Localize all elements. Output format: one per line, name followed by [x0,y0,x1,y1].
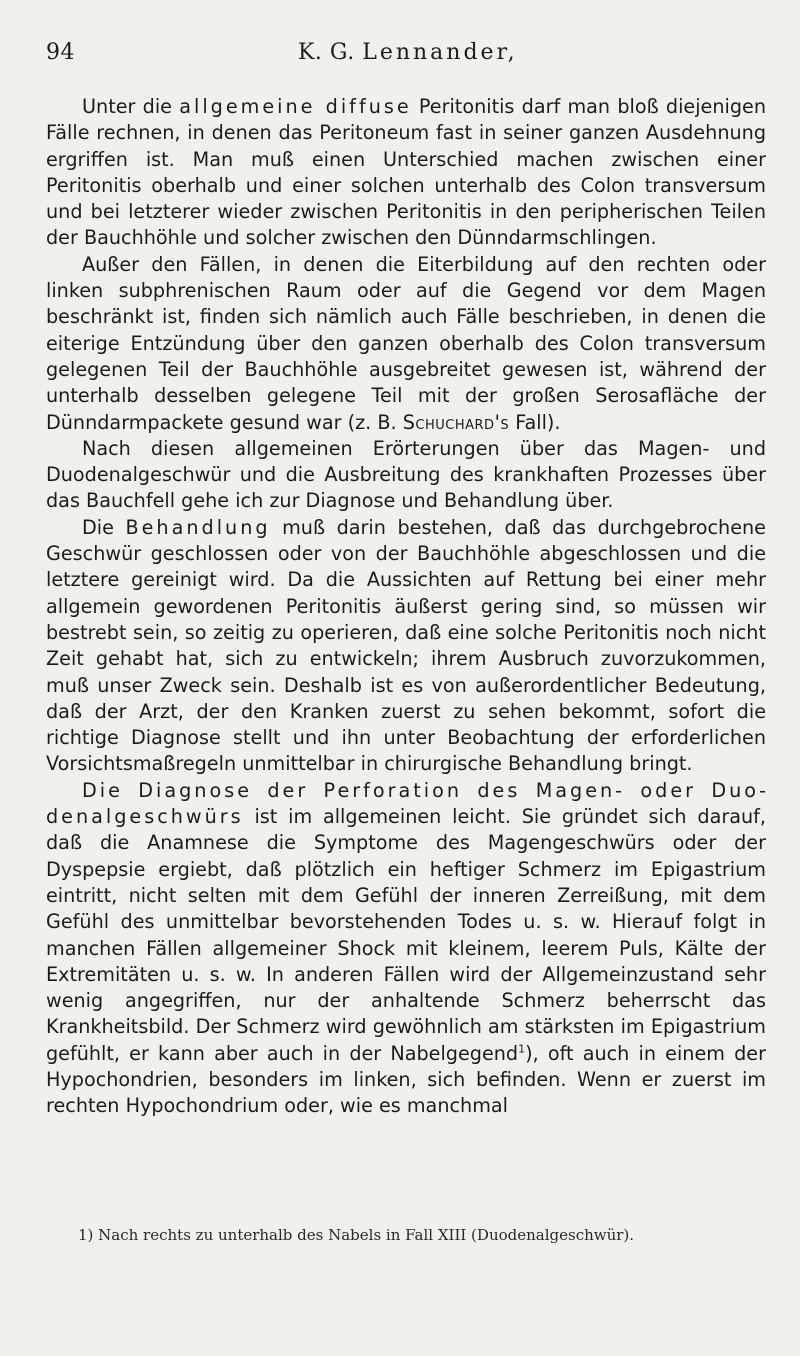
text-run: Fall). [509,410,561,434]
text-run: Peritonitis darf man bloß diejenigen Fälle rechnen, in denen das Peritoneum fast in seiner ganzen Ausdehnung ergriffen ist. Man muß einen Unterschied machen zwischen einer Peritonitis oberhalb und einer solchen unterhalb des Colon transversum und bei letzterer wieder zwischen Peritonitis in den peripherischen Teilen der Bauchhöhle und solcher zwischen den Dünndarmschlingen. [46,95,766,250]
cited-author: Schuchard's [402,410,510,434]
author-initials: K. G. [298,40,355,65]
body-text [46,94,766,1120]
running-title [298,40,518,65]
text-run: Unter die [82,95,180,118]
emphasized-term: Die Diagnose der Perforation des Magen- oder Duodenalgeschwürs [46,778,766,829]
text-run: muß darin bestehen, daß das durchgebrochene Geschwür geschlossen oder von der Bauchhöhle abgeschlossen und die letztere gereinigt wird. Da die Aussichten auf Rettung bei einer mehr allgemein gewordenen Peritonitis äußerst gering sind, so müssen wir bestrebt sein, so zeitig zu operieren, daß eine solche Peritonitis noch nicht Zeit gehabt hat, sich zu entwickeln; ihrem Ausbruch zuvorzukommen, muß unser Zweck sein. Deshalb ist es von außerordentlicher Bedeutung, daß der Arzt, der den Kranken zuerst zu sehen bekommt, sofort die richtige Diagnose stellt und ihn unter Beobachtung der erforderlichen Vorsichtsmaßregeln unmittelbar in chirurgische Behandlung bringt. [46,515,766,776]
paragraph-subphrenic-cases [46,252,766,436]
text-run: ist im allgemeinen leicht. Sie gründet sich darauf, daß die Anamnese die Symptome des Magengeschwürs oder der Dyspepsie ergiebt, daß plötzlich ein heftiger Schmerz im Epigastrium eintritt, nicht selten mit dem Gefühl der inneren Zerreißung, mit dem Gefühl des unmittelbar bevorstehenden Todes u. s. w. Hierauf folgt in manchen Fällen allgemeiner Shock mit kleinem, leerem Puls, Kälte der Extremitäten u. s. w. In anderen Fällen wird der Allgemeinzustand sehr wenig angegriffen, nur der anhaltende Schmerz beherrscht das Krankheitsbild. Der Schmerz wird gewöhnlich am stärksten im Epigastrium gefühlt, er kann aber auch in der Nabelgegend [46,805,766,1065]
paragraph-transition: Nach diesen allgemeinen Erörterungen über das Magen- und Duodenalgeschwür und die Ausbreitung des krankhaften Prozesses über das Bauchfell gehe ich zur Diagnose und Behandlung über. [46,436,766,513]
paragraph-general-diffuse-peritonitis [46,94,766,252]
running-head [46,40,766,68]
emphasized-term: Behandlung [125,515,271,539]
footnote: 1) Nach rechts zu unterhalb des Nabels in Fall XIII (Duodenalgeschwür). [78,1226,635,1244]
text-run: Die [82,515,126,539]
emphasized-term: allgemeine diffuse [179,95,412,118]
text-run: Außer den Fällen, in denen die Eiterbildung auf den rechten oder linken subphrenischen Raum oder auf die Gegend vor dem Magen beschränkt ist, finden sich nämlich auch Fälle beschrieben, in denen die eiterige Entzündung über den ganzen oberhalb des Colon transversum gelegenen Teil der Bauchhöhle ausgebreitet gewesen ist, während der unterhalb desselben gelegene Teil mit der großen Serosafläche der Dünndarmpackete gesund war (z. B. [46,252,766,434]
page-number: 94 [46,40,75,65]
author-name: Lennander, [362,40,518,65]
footnote-reference[interactable]: 1 [518,1042,526,1056]
paragraph-treatment [46,515,766,778]
paragraph-diagnosis [46,778,766,1120]
text-run: ), oft auch in einem der Hypochondrien, besonders im linken, sich befinden. Wenn er zuerst im rechten Hypochondrium oder, wie es manchmal [46,1041,767,1118]
